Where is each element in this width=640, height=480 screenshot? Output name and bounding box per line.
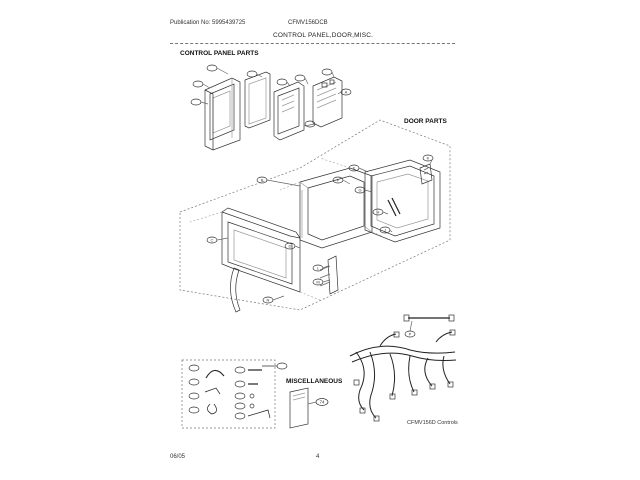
wire-harness	[350, 332, 456, 418]
control-board	[274, 82, 304, 140]
control-panel-frame	[205, 78, 240, 150]
control-panel-callouts	[191, 65, 351, 127]
control-panel-membrane	[245, 72, 270, 128]
callout-label-m: M	[316, 279, 320, 285]
callout-label-b: B	[260, 177, 264, 183]
page-title: CONTROL PANEL,DOOR,MISC.	[273, 32, 374, 39]
callout-label-p: P	[408, 331, 412, 337]
callout-label-n: N	[266, 297, 270, 303]
publication-number: Publication No: 5995439725	[170, 20, 246, 26]
callout-label-h: H	[376, 209, 380, 215]
callout-label-manual: 74	[319, 399, 325, 405]
door-handle	[230, 268, 240, 312]
section-label-misc: MISCELLANEOUS	[286, 378, 343, 385]
door-callouts	[207, 155, 433, 303]
callout-label-k: K	[426, 155, 430, 161]
callout-label-l: L	[316, 265, 320, 271]
wire-harness-connectors	[354, 330, 455, 421]
section-label-control-panel: CONTROL PANEL PARTS	[180, 50, 259, 57]
harness-caption: CFMV156D Controls	[407, 420, 458, 426]
misc-hardware-items	[189, 363, 287, 419]
door-hinge-clip	[420, 164, 432, 184]
callout-label-g: G	[358, 187, 362, 193]
section-label-door: DOOR PARTS	[404, 118, 447, 125]
callout-label-e: E	[352, 165, 356, 171]
door-latch-assembly	[320, 256, 338, 294]
page-number: 4	[316, 454, 320, 460]
model-number: CFMV156DCB	[288, 20, 328, 26]
door-glass-panel	[365, 160, 440, 242]
callout-label-c: C	[210, 237, 214, 243]
callout-label-a: A	[344, 89, 348, 95]
door-parts-boundary	[180, 120, 450, 310]
callout-label-d: D	[288, 243, 292, 249]
footer-date: 06/05	[170, 454, 186, 460]
owners-manual	[290, 388, 328, 428]
callout-label-j: J	[384, 227, 386, 233]
control-electronics-module	[313, 77, 342, 127]
callout-label-f: F	[336, 177, 340, 183]
door-outer-panel	[222, 208, 300, 292]
